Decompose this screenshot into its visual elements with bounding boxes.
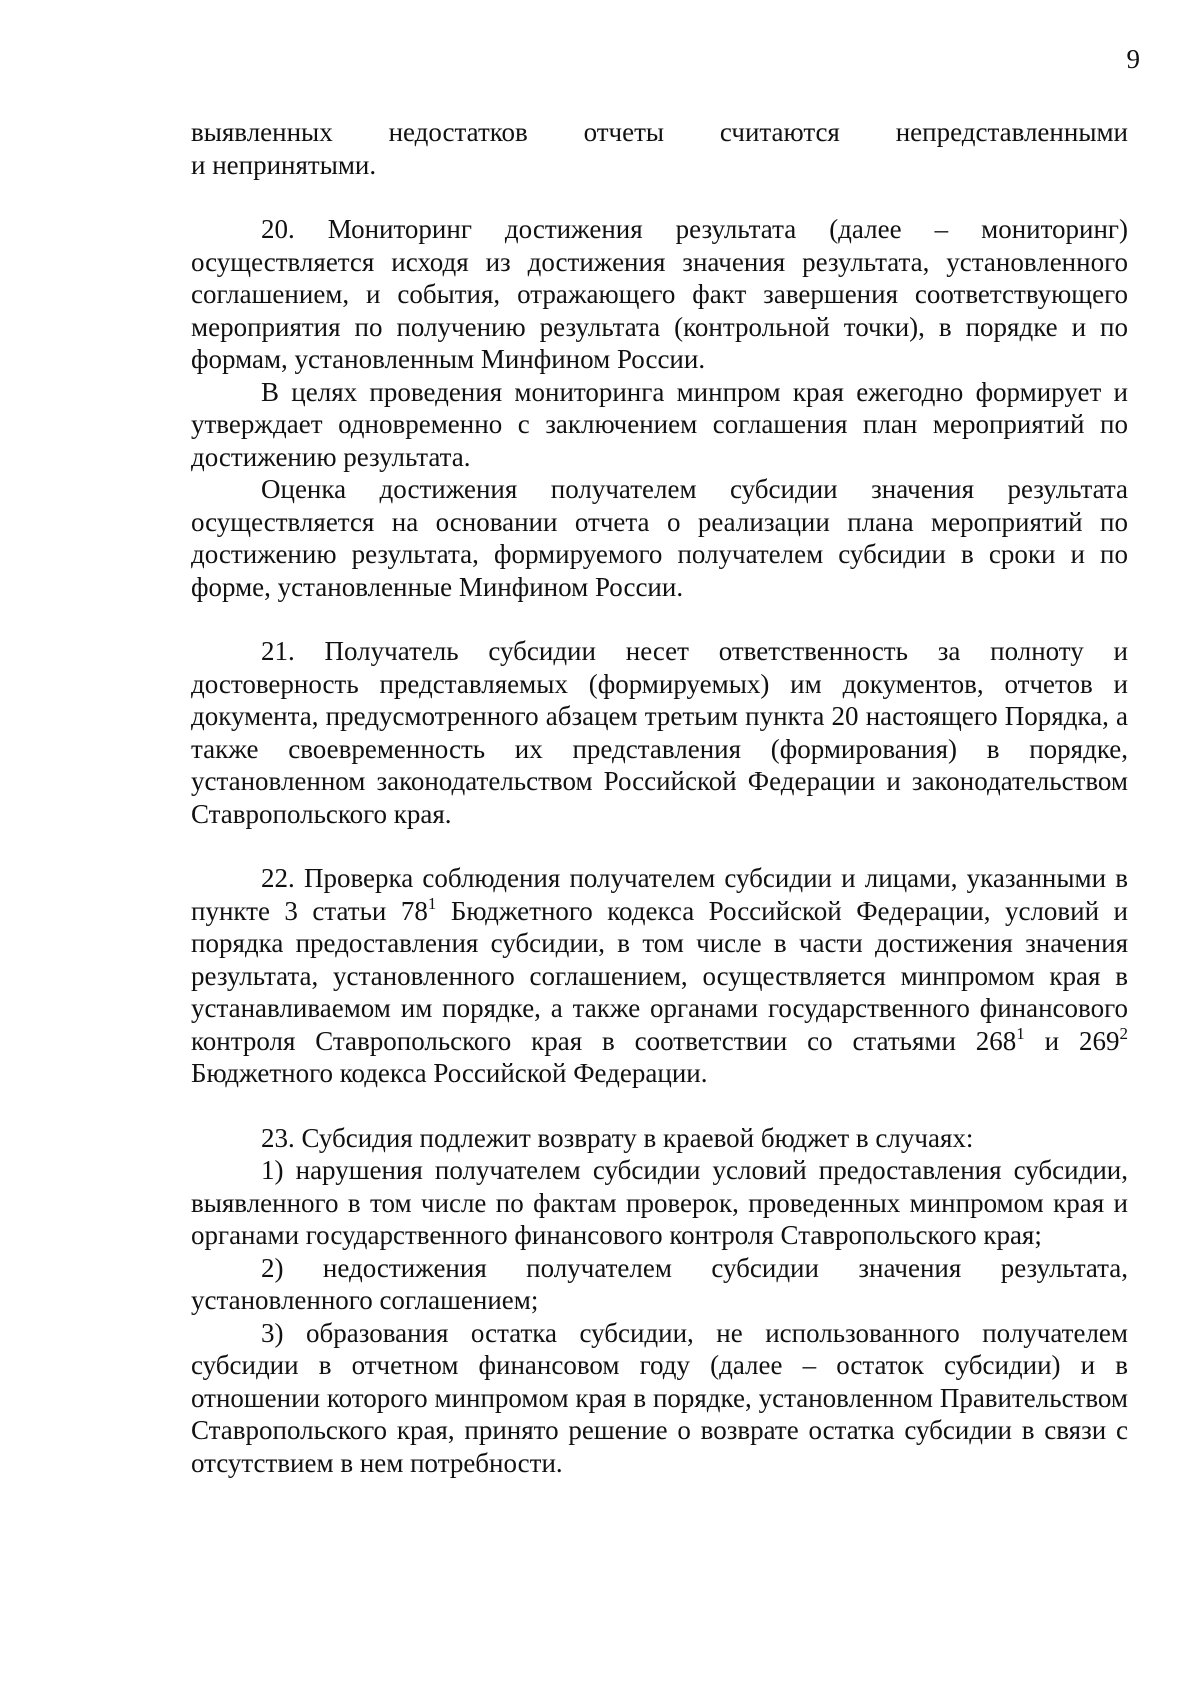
page-number: 9: [1126, 44, 1140, 74]
section-23-item-1: 1) нарушения получателем субсидии условий предоставления субсидии, выявленного в том числе по фактам проверок, проведенных минпромом края и органами государственного финансового контроля Ставропольского края;: [191, 1155, 1128, 1250]
section-22-text-2: Бюджетного кодекса Российской Федерации, условий и порядка предоставления субсидии, в том числе в части достижения значения результата, установленного соглашением, осуществляется минпромом края в устанавливаемом им порядке, а также органами государственного финансового контроля Ставропольского края в соответствии со статьями 268: [191, 895, 1128, 1056]
section-21-paragraph: 21. Получатель субсидии несет ответственность за полноту и достоверность представляемых (формируемых) им документов, отчетов и документа, предусмотренного абзацем третьим пункта 20 настоящего Порядка, а также своевременность их представления (формирования) в порядке, установленном законодательством Российской Федерации и законодательством Ставропольского края.: [191, 636, 1128, 829]
section-22-text-4: Бюджетного кодекса Российской Федерации.: [191, 1058, 708, 1088]
superscript-2: 1: [1016, 1023, 1025, 1043]
section-23-intro: 23. Субсидия подлежит возврату в краевой бюджет в случаях:: [261, 1122, 974, 1153]
section-22-text-1: 22. Проверка соблюдения получателем субсидии и лицами, указанными в пункте 3 статьи 78: [191, 863, 1128, 926]
section-20-paragraph-2: В целях проведения мониторинга минпром края ежегодно формирует и утверждает одновременно с заключением соглашения план мероприятий по достижению результата.: [191, 376, 1128, 472]
continuation-line-end: и непринятыми.: [191, 149, 377, 180]
section-20-paragraph-1: 20. Мониторинг достижения результата (далее – мониторинг) осуществляется исходя из достижения значения результата, установленного соглашением, и события, отражающего факт завершения соответствующего мероприятия по получению результата (контрольной точки), в порядке и по формам, установленным Минфином России.: [191, 214, 1128, 374]
section-22-text-3: и 269: [1024, 1025, 1120, 1056]
superscript-1: 1: [427, 893, 437, 913]
continuation-line: выявленных недостатков отчеты считаются непредставленными: [191, 117, 1128, 147]
document-body: [191, 116, 1128, 1479]
section-20-paragraph-3: Оценка достижения получателем субсидии значения результата осуществляется на основании отчета о реализации плана мероприятий по достижению результата, формируемого получателем субсидии в сроки и по форме, установленные Минфином России.: [191, 474, 1128, 602]
section-22-paragraph: [191, 862, 1128, 1090]
section-23-item-2: 2) недостижения получателем субсидии значения результата, установленного соглашением;: [191, 1252, 1128, 1315]
section-23-item-3: 3) образования остатка субсидии, не использованного получателем субсидии в отчетном финансовом году (далее – остаток субсидии) и в отношении которого минпромом края в порядке, установленном Правительством Ставропольского края, принято решение о возврате остатка субсидии в связи с отсутствием в нем потребности.: [191, 1317, 1128, 1478]
superscript-3: 2: [1119, 1023, 1128, 1043]
